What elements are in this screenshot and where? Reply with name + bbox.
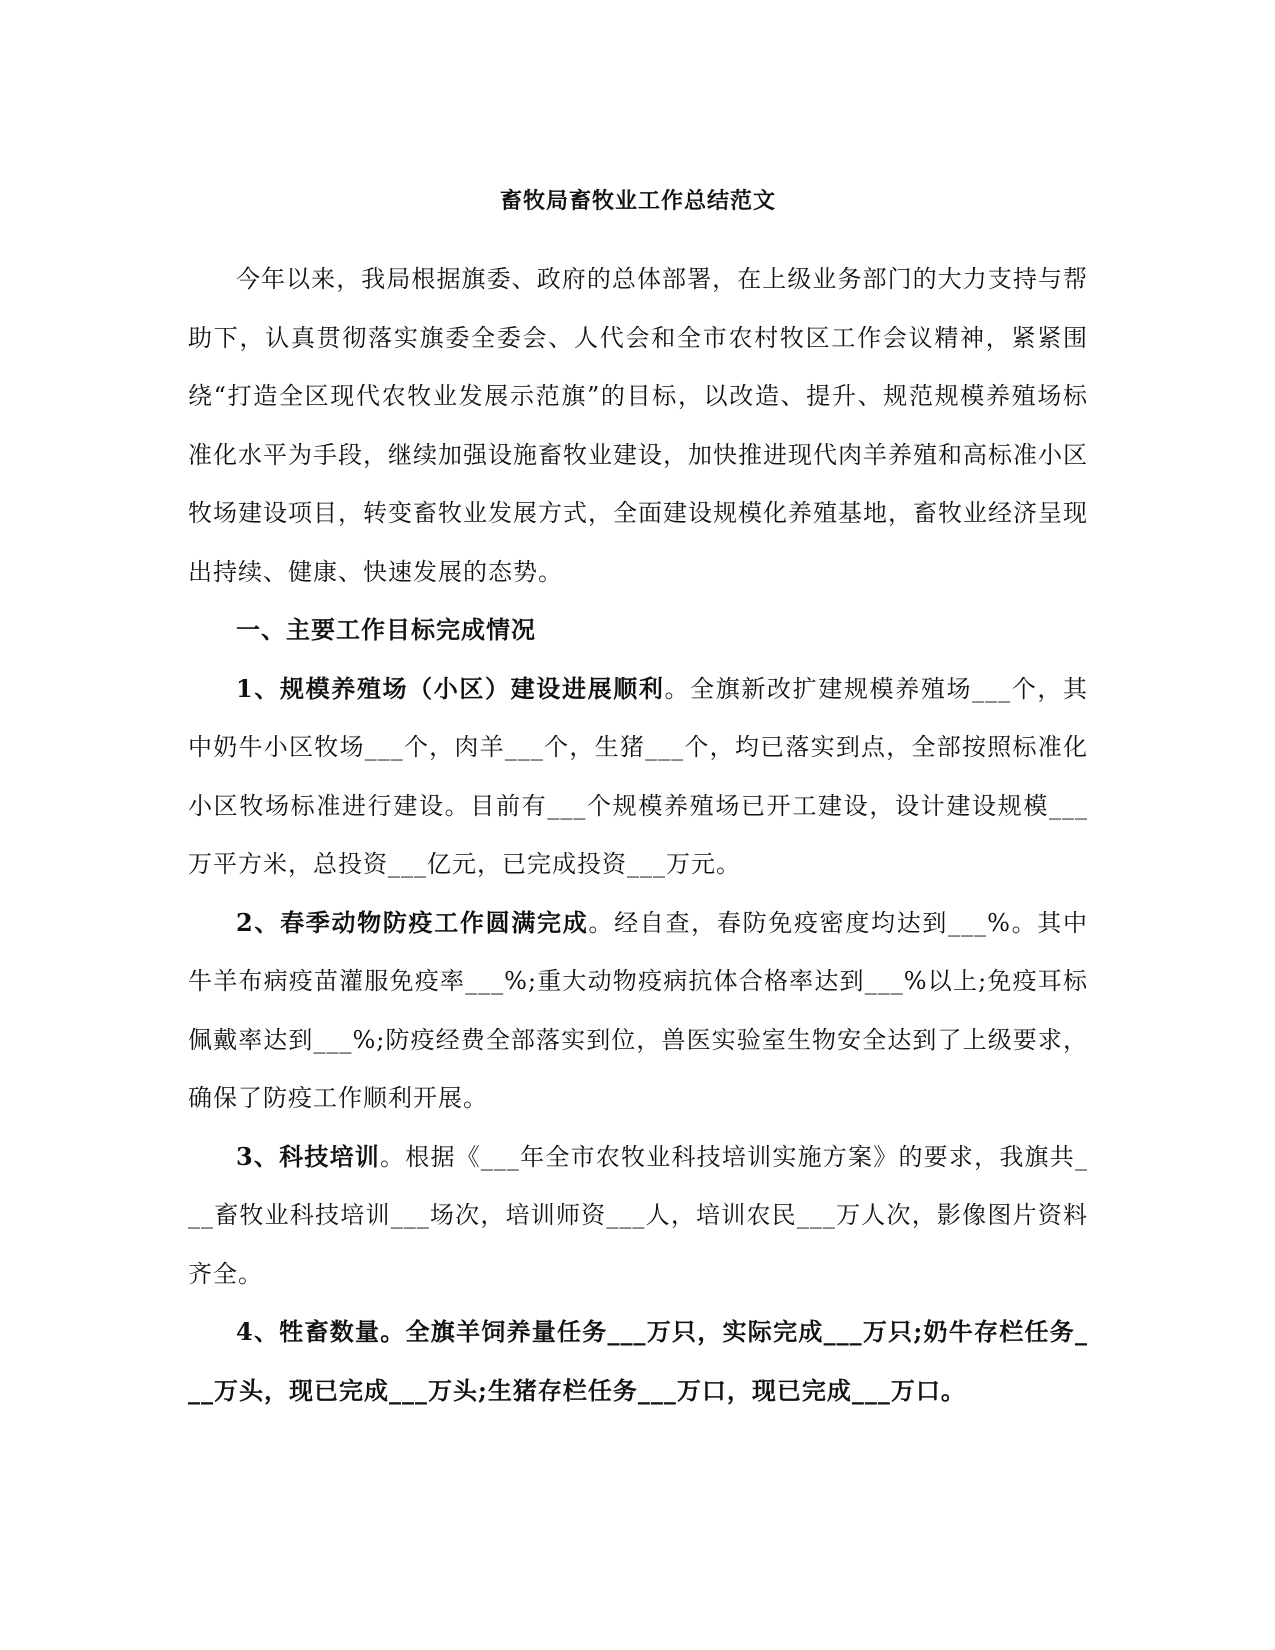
item-1-heading: 1、规模养殖场（小区）建设进展顺利 [236,673,665,703]
item-1-paragraph [188,660,1088,894]
item-2-text: 。经自查，春防免疫密度均达到___%。其中牛羊布病疫苗灌服免疫率___%;重大动物疫病抗体合格率达到___%以上;免疫耳标佩戴率达到___%;防疫经费全部落实到位，兽医实验室生物安全达到了上级要求，确保了防疫工作顺利开展。 [188,908,1088,1112]
intro-paragraph: 今年以来，我局根据旗委、政府的总体部署，在上级业务部门的大力支持与帮助下，认真贯彻落实旗委全委会、人代会和全市农村牧区工作会议精神，紧紧围绕“打造全区现代农牧业发展示范旗”的目标，以改造、提升、规范规模养殖场标准化水平为手段，继续加强设施畜牧业建设，加快推进现代肉羊养殖和高标准小区牧场建设项目，转变畜牧业发展方式，全面建设规模化养殖基地，畜牧业经济呈现出持续、健康、快速发展的态势。 [188,265,1088,586]
item-3-text: 。根据《___年全市农牧业科技培训实施方案》的要求，我旗共___畜牧业科技培训___场次，培训师资___人，培训农民___万人次，影像图片资料齐全。 [188,1142,1088,1288]
document-body [188,186,1088,1420]
item-1-text: 。全旗新改扩建规模养殖场___个，其中奶牛小区牧场___个，肉羊___个，生猪___个，均已落实到点，全部按照标准化小区牧场标准进行建设。目前有___个规模养殖场已开工建设，设计建设规模___万平方米，总投资___亿元，已完成投资___万元。 [188,674,1088,878]
item-3-paragraph [188,1128,1088,1304]
document-title: 畜牧局畜牧业工作总结范文 [499,188,776,214]
item-3-heading: 3、科技培训 [236,1141,381,1171]
item-2-heading: 2、春季动物防疫工作圆满完成 [236,907,589,937]
section-heading: 一、主要工作目标完成情况 [236,615,536,644]
item-2-paragraph [188,894,1088,1128]
item-4-paragraph: 4、牲畜数量。全旗羊饲养量任务___万只，实际完成___万只;奶牛存栏任务___万头，现已完成___万头;生猪存栏任务___万口，现已完成___万口。 [188,1317,1088,1405]
